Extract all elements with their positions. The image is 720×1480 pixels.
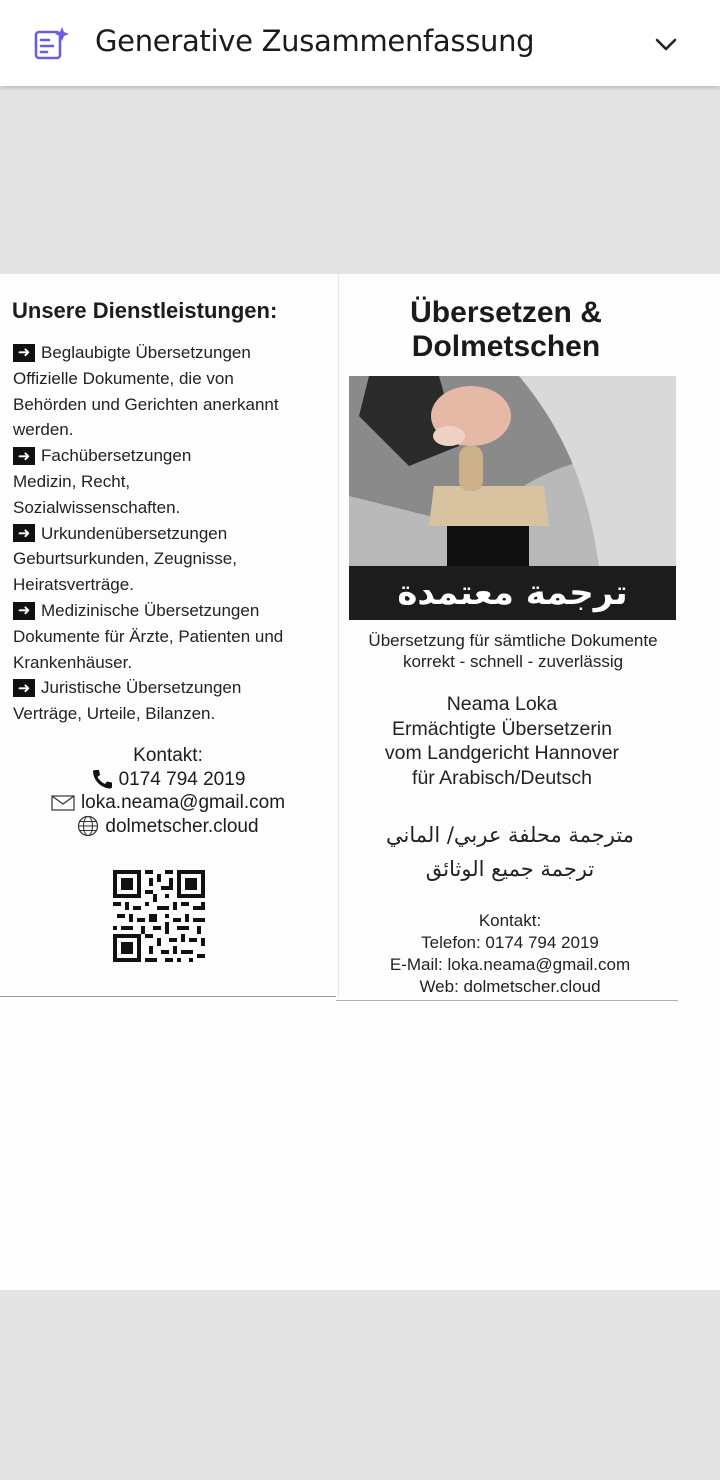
- translator-name: Neama Loka: [446, 693, 558, 715]
- service-description: Geburtsurkunden, Zeugnisse,: [13, 549, 237, 569]
- contact-line: Web: dolmetscher.cloud: [419, 977, 601, 996]
- service-item: [13, 443, 328, 520]
- contact-line: Kontakt:: [478, 911, 542, 930]
- service-description: Medizin, Recht,: [13, 471, 131, 491]
- contact-phone: [0, 768, 336, 792]
- email-address: loka.neama@gmail.com: [80, 792, 286, 813]
- contact-block: [0, 744, 336, 838]
- tagline: [346, 630, 680, 672]
- contact-line: E-Mail: loka.neama@gmail.com: [389, 955, 631, 974]
- ai-summary-icon[interactable]: [33, 26, 69, 62]
- phone-number: 0174 794 2019: [118, 768, 246, 790]
- service-item: [13, 340, 328, 443]
- contact-line: Telefon: 0174 794 2019: [421, 933, 599, 952]
- arabic-line: مترجمة محلفة عربي/ الماني: [386, 823, 634, 847]
- service-title: Juristische Übersetzungen: [41, 678, 242, 698]
- qr-code: [113, 870, 205, 962]
- service-description: werden.: [13, 420, 74, 440]
- photo-caption: ترجمة معتمدة: [349, 566, 676, 620]
- arabic-text: [360, 818, 660, 886]
- service-description: Offizielle Dokumente, die von: [13, 368, 234, 388]
- page-edge: [336, 1000, 678, 1001]
- translator-line: vom Landgericht Hannover: [384, 742, 620, 764]
- contact-label: Kontakt:: [133, 745, 203, 766]
- app-bar: [0, 0, 720, 86]
- chevron-down-icon[interactable]: [652, 30, 680, 58]
- document-page: [0, 274, 720, 1290]
- tagline-line: Übersetzung für sämtliche Dokumente: [368, 631, 658, 650]
- service-description: Dokumente für Ärzte, Patienten und: [13, 626, 284, 646]
- service-item: [13, 675, 328, 727]
- headline-line: Dolmetschen: [411, 330, 601, 363]
- services-heading: Unsere Dienstleistungen:: [12, 298, 278, 323]
- page-edge: [0, 996, 336, 997]
- flyer-headline: [350, 296, 662, 364]
- globe-icon: [77, 815, 99, 837]
- service-title: Urkundenübersetzungen: [41, 523, 228, 543]
- contact-email: [0, 791, 336, 815]
- translator-info: [352, 692, 652, 790]
- service-item: [13, 521, 328, 598]
- website-url: dolmetscher.cloud: [105, 815, 259, 837]
- translator-line: Ermächtigte Übersetzerin: [391, 717, 612, 740]
- envelope-icon: [51, 795, 75, 811]
- arrow-right-icon: ➜: [13, 679, 35, 697]
- service-title: Medizinische Übersetzungen: [41, 600, 260, 620]
- service-title: Beglaubigte Übersetzungen: [41, 343, 251, 362]
- arrow-right-icon: ➜: [13, 524, 35, 542]
- service-description: Sozialwissenschaften.: [13, 497, 181, 517]
- services-list: [13, 340, 328, 727]
- service-description: Verträge, Urteile, Bilanzen.: [13, 704, 216, 724]
- arrow-right-icon: ➜: [13, 447, 35, 465]
- service-item: [13, 598, 328, 675]
- contact-web: [0, 815, 336, 839]
- arrow-right-icon: ➜: [13, 602, 35, 620]
- arrow-right-icon: ➜: [13, 344, 35, 362]
- translator-line: für Arabisch/Deutsch: [412, 766, 592, 789]
- phone-icon: [91, 769, 113, 789]
- arabic-line: ترجمة جميع الوثائق: [425, 857, 595, 881]
- tagline-line: korrekt - schnell - zuverlässig: [402, 652, 624, 671]
- contact-details: [350, 910, 670, 998]
- service-title: Fachübersetzungen: [41, 446, 192, 466]
- stamp-photo: [349, 376, 676, 620]
- service-description: Behörden und Gerichten anerkannt: [13, 394, 279, 414]
- service-description: Heiratsverträge.: [13, 575, 134, 595]
- summary-title[interactable]: Generative Zusammenfassung: [95, 24, 535, 58]
- headline-line: Übersetzen &: [410, 296, 602, 329]
- fold-line: [338, 274, 339, 998]
- service-description: Krankenhäuser.: [13, 652, 133, 672]
